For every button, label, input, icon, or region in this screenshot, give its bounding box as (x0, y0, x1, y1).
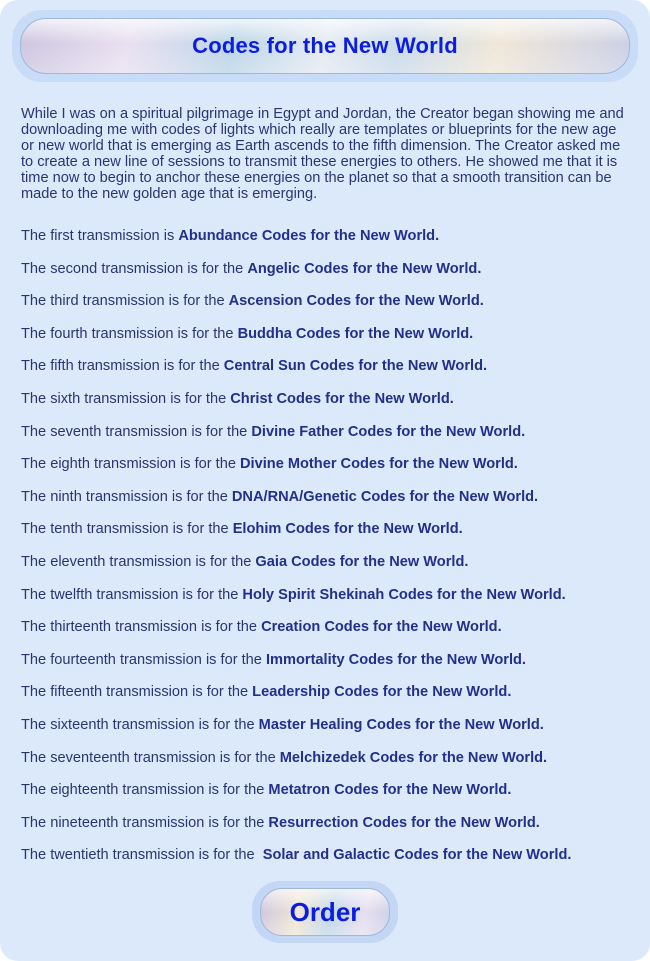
transmission-prefix: The ninth transmission is for the (21, 488, 232, 505)
transmission-name: Master Healing Codes for the New World. (258, 716, 544, 733)
transmission-name: Christ Codes for the New World. (230, 390, 454, 407)
transmission-name: Gaia Codes for the New World. (255, 553, 469, 570)
transmission-list (21, 228, 633, 880)
transmission-name: Solar and Galactic Codes for the New World. (262, 847, 572, 864)
transmission-item (21, 847, 633, 880)
transmission-name: Resurrection Codes for the New World. (268, 814, 540, 831)
transmission-item (21, 652, 633, 685)
transmission-prefix: The eighth transmission is for the (21, 456, 241, 473)
transmission-item (21, 456, 633, 489)
transmission-name: DNA/RNA/Genetic Codes for the New World. (231, 488, 539, 505)
transmission-name: Leadership Codes for the New World. (252, 684, 512, 701)
transmission-item (21, 358, 633, 391)
transmission-name: Holy Spirit Shekinah Codes for the New World. (242, 586, 566, 603)
transmission-prefix: The first transmission is (21, 228, 179, 244)
transmission-prefix: The third transmission is for the (21, 293, 229, 310)
transmission-name: Immortality Codes for the New World. (265, 651, 526, 668)
transmission-name: Melchizedek Codes for the New World. (279, 749, 548, 766)
intro-paragraph: While I was on a spiritual pilgrimage in Egypt and Jordan, the Creator began showing me and downloading me with codes of lights which really are templates or blueprints for the new age or new world that is emerging as Earth ascends to the fifth dimension. The Creator asked me to create a new line of sessions to transmit these energies to others. He showed me that it is time now to begin to anchor these energies on the planet so that a smooth transition can be made to the new golden age that is emerging. (21, 106, 624, 202)
transmission-name: Metatron Codes for the New World. (268, 782, 512, 799)
transmission-item (21, 424, 633, 457)
transmission-prefix: The fourth transmission is for the (21, 325, 238, 342)
transmission-name: Creation Codes for the New World. (261, 619, 502, 636)
transmission-name: Divine Mother Codes for the New World. (240, 456, 518, 473)
transmission-prefix: The seventh transmission is for the (21, 423, 252, 440)
transmission-item (21, 261, 633, 294)
transmission-item (21, 391, 633, 424)
order-button-frame (252, 881, 398, 943)
transmission-item (21, 717, 633, 750)
transmission-name: Abundance Codes for the New World. (178, 228, 440, 244)
transmission-prefix: The tenth transmission is for the (21, 521, 233, 538)
transmission-prefix: The sixth transmission is for the (21, 390, 231, 407)
transmission-item (21, 228, 633, 261)
transmission-prefix: The fifteenth transmission is for the (21, 684, 253, 701)
transmission-item (21, 815, 633, 848)
transmission-prefix: The thirteenth transmission is for the (21, 619, 262, 636)
transmission-prefix: The fifth transmission is for the (21, 358, 224, 375)
transmission-prefix: The nineteenth transmission is for the (21, 814, 269, 831)
page-title: Codes for the New World (192, 33, 458, 58)
transmission-prefix: The sixteenth transmission is for the (21, 716, 259, 733)
transmission-name: Ascension Codes for the New World. (228, 293, 484, 310)
transmission-name: Buddha Codes for the New World. (237, 325, 474, 342)
transmission-item (21, 326, 633, 359)
transmission-name: Central Sun Codes for the New World. (223, 358, 488, 375)
transmission-prefix: The second transmission is for the (21, 260, 248, 277)
transmission-item (21, 750, 633, 783)
title-banner-frame (12, 10, 638, 82)
title-banner (20, 18, 630, 74)
transmission-item (21, 587, 633, 620)
transmission-prefix: The fourteenth transmission is for the (21, 651, 266, 668)
transmission-item (21, 619, 633, 652)
transmission-item (21, 554, 633, 587)
transmission-name: Angelic Codes for the New World. (247, 260, 482, 277)
transmission-prefix: The twelfth transmission is for the (21, 586, 243, 603)
transmission-prefix: The eleventh transmission is for the (21, 553, 256, 570)
transmission-name: Divine Father Codes for the New World. (251, 423, 526, 440)
transmission-item (21, 489, 633, 522)
transmission-item (21, 684, 633, 717)
order-button[interactable] (260, 888, 390, 936)
transmission-prefix: The eighteenth transmission is for the (21, 782, 269, 799)
transmission-name: Elohim Codes for the New World. (232, 521, 463, 538)
transmission-item (21, 782, 633, 815)
transmission-prefix: The twentieth transmission is for the (21, 847, 263, 864)
transmission-item (21, 293, 633, 326)
transmission-prefix: The seventeenth transmission is for the (21, 749, 280, 766)
transmission-item (21, 521, 633, 554)
order-button-label: Order (289, 896, 361, 927)
